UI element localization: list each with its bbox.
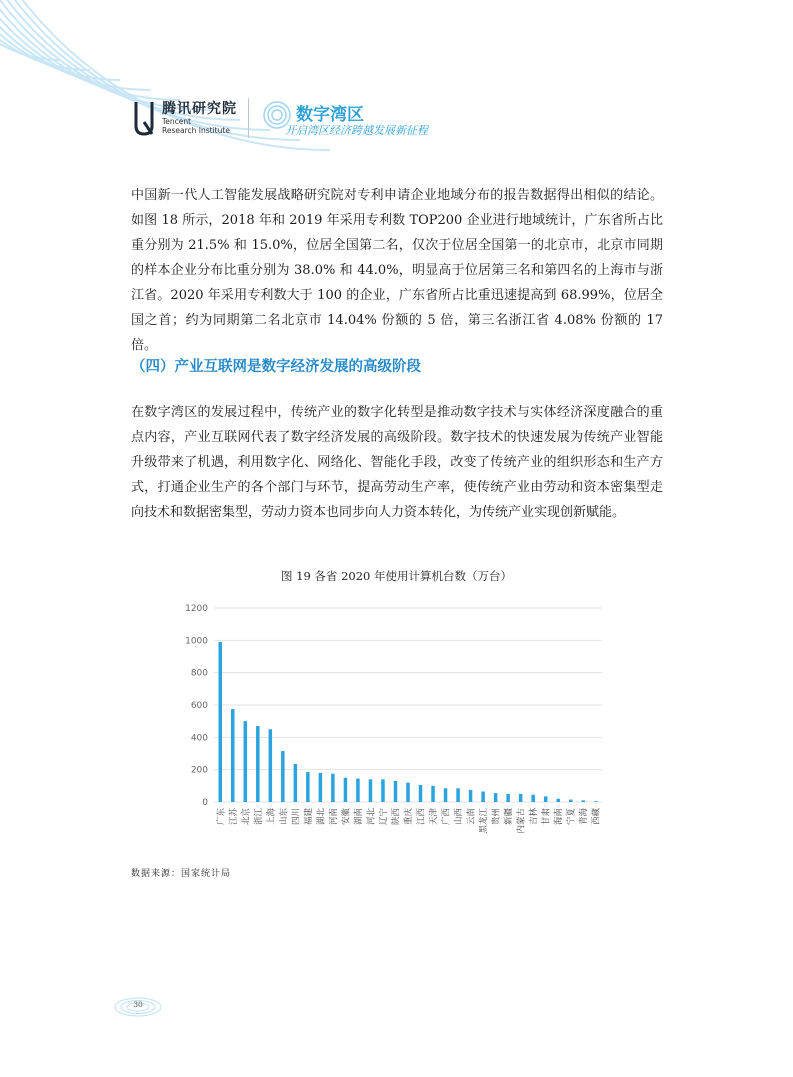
bar bbox=[356, 779, 360, 802]
page-header bbox=[128, 96, 628, 146]
bar bbox=[269, 729, 273, 802]
bar bbox=[544, 796, 548, 802]
bar bbox=[319, 773, 323, 802]
bar bbox=[294, 764, 298, 802]
bar bbox=[469, 790, 473, 802]
data-source: 数据来源：国家统计局 bbox=[131, 869, 232, 879]
bar bbox=[381, 779, 385, 802]
y-tick-label: 400 bbox=[190, 733, 208, 744]
bar bbox=[419, 785, 423, 802]
bar bbox=[494, 793, 498, 802]
x-tick-label: 重庆 bbox=[404, 808, 414, 826]
series-subtitle: 开启湾区经济跨越发展新征程 bbox=[285, 124, 428, 137]
x-tick-label: 内蒙古 bbox=[516, 808, 527, 834]
x-tick-label: 新疆 bbox=[504, 808, 515, 826]
bar bbox=[531, 795, 535, 802]
x-tick-label: 北京 bbox=[241, 808, 252, 826]
x-tick-label: 天津 bbox=[429, 808, 440, 826]
x-tick-label: 陕西 bbox=[391, 808, 402, 826]
bar bbox=[406, 783, 410, 802]
x-tick-label: 辽宁 bbox=[378, 808, 389, 826]
header-divider bbox=[248, 98, 249, 138]
y-tick-label: 600 bbox=[190, 701, 208, 711]
x-tick-label: 海南 bbox=[554, 808, 565, 826]
x-tick-label: 安徽 bbox=[341, 808, 352, 826]
computer-count-bar-chart bbox=[170, 596, 620, 856]
x-tick-label: 广西 bbox=[441, 808, 452, 826]
y-tick-label: 1200 bbox=[185, 604, 208, 614]
bar bbox=[331, 774, 335, 802]
x-tick-label: 广东 bbox=[216, 808, 227, 826]
bar bbox=[456, 788, 460, 802]
org-name-en bbox=[162, 117, 252, 135]
bar bbox=[519, 794, 523, 802]
bar bbox=[369, 779, 373, 802]
x-tick-label: 吉林 bbox=[529, 808, 540, 826]
figure-caption: 图 19 各省 2020 年使用计算机台数（万台） bbox=[280, 569, 513, 583]
bar bbox=[281, 751, 285, 802]
x-tick-label: 江苏 bbox=[228, 808, 239, 826]
y-tick-label: 200 bbox=[190, 765, 208, 776]
bar bbox=[231, 709, 235, 802]
bar bbox=[594, 801, 598, 802]
x-tick-label: 湖南 bbox=[353, 808, 364, 826]
x-tick-label: 甘肃 bbox=[541, 808, 552, 826]
body-paragraph-1: 中国新一代人工智能发展战略研究院对专利申请企业地域分布的报告数据得出相似的结论。如图 18 所示，2018 年和 2019 年采用专利数 TOP200 企业进行地域统计，广东省所占比重分别为 21.5% 和 15.0%，位居全国第二名，仅次于位居全国第一的北京市，北京市同期的样本企业分布比重分别为 38.0% 和 44.0%，明显高于位居第三名和第四名的上海市与浙江省。2020 年采用专利数大于 100 的企业，广东省所占比重迅速提高到 68.99%，位居全国之首；约为同期第二名北京市 14.04% 份额的 5 倍，第三名浙江省 4.08% 份额的 17 倍。 bbox=[131, 188, 663, 353]
x-tick-label: 贵州 bbox=[491, 808, 502, 826]
body-paragraph-2: 在数字湾区的发展过程中，传统产业的数字化转型是推动数字技术与实体经济深度融合的重点内容，产业互联网代表了数字经济发展的高级阶段。数字技术的快速发展为传统产业智能升级带来了机遇，利用数字化、网络化、智能化手段，改变了传统产业的组织形态和生产方式，打通企业生产的各个部门与环节，提高劳动生产率，使传统产业由劳动和资本密集型走向技术和数据密集型，劳动力资本也同步向人力资本转化，为传统产业实现创新赋能。 bbox=[131, 405, 663, 520]
x-tick-label: 四川 bbox=[291, 808, 302, 826]
bar bbox=[244, 721, 248, 802]
bar bbox=[256, 726, 260, 802]
x-tick-label: 青海 bbox=[579, 808, 590, 826]
x-tick-label: 上海 bbox=[266, 808, 277, 826]
series-title: 数字湾区 bbox=[296, 105, 364, 125]
bar bbox=[431, 786, 435, 802]
y-tick-label: 1000 bbox=[185, 636, 208, 647]
bar bbox=[219, 642, 223, 802]
x-tick-label: 湖北 bbox=[316, 808, 327, 826]
x-tick-label: 黑龙江 bbox=[479, 808, 490, 834]
x-tick-label: 山西 bbox=[454, 808, 465, 826]
x-tick-label: 西藏 bbox=[591, 808, 602, 826]
page-number-badge bbox=[113, 996, 163, 1018]
bar bbox=[506, 794, 510, 802]
x-tick-label: 云南 bbox=[466, 808, 477, 826]
y-tick-label: 800 bbox=[190, 668, 208, 679]
bar bbox=[556, 799, 560, 802]
x-tick-label: 河北 bbox=[366, 808, 377, 826]
x-tick-label: 江西 bbox=[416, 808, 427, 826]
bar bbox=[569, 800, 573, 802]
bar bbox=[344, 778, 348, 802]
bar bbox=[394, 781, 398, 802]
section-heading: （四）产业互联网是数字经济发展的高级阶段 bbox=[131, 359, 421, 375]
org-name-en-line1: Tencent bbox=[162, 117, 192, 126]
org-name-cn: 腾讯研究院 bbox=[162, 101, 237, 117]
bar bbox=[581, 800, 585, 802]
org-name-en-line2: Research Institute bbox=[162, 126, 230, 135]
tencent-research-logo-icon bbox=[132, 100, 156, 136]
y-tick-label: 0 bbox=[202, 798, 208, 808]
bar bbox=[444, 788, 448, 802]
x-tick-label: 福建 bbox=[303, 808, 314, 826]
x-tick-label: 宁夏 bbox=[566, 808, 577, 826]
x-tick-label: 山东 bbox=[278, 808, 289, 826]
x-tick-label: 河南 bbox=[328, 808, 339, 826]
bar bbox=[306, 772, 310, 802]
page-number: 30 bbox=[133, 1000, 143, 1009]
bar bbox=[481, 791, 485, 802]
x-tick-label: 浙江 bbox=[253, 808, 264, 826]
